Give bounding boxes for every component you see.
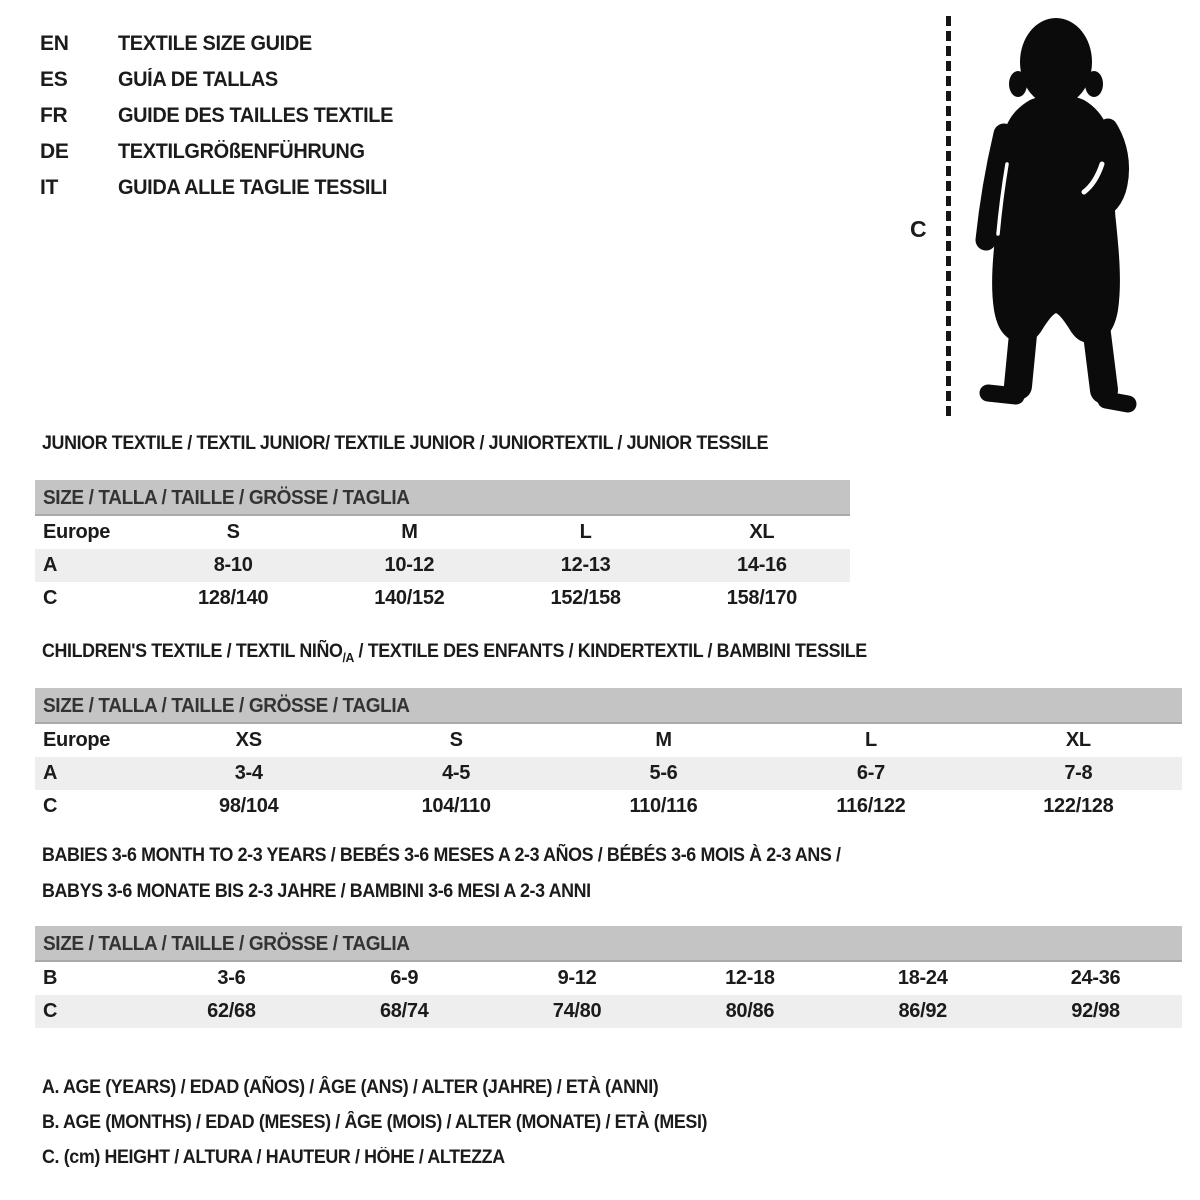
cell: 12-13: [560, 554, 611, 576]
language-code: ES: [40, 68, 68, 91]
junior-section-heading: JUNIOR TEXTILE / TEXTIL JUNIOR/ TEXTILE JUNIOR / JUNIORTEXTIL / JUNIOR TESSILE: [42, 433, 769, 454]
cell: 158/170: [726, 587, 797, 609]
cell: XL: [749, 521, 775, 543]
language-list: [40, 26, 407, 206]
cell: 5-6: [649, 762, 678, 784]
children-heading-sub: /A: [342, 649, 354, 665]
junior-size-table: [35, 480, 850, 615]
row-label: Europe: [43, 729, 111, 751]
cell: 98/104: [219, 795, 279, 817]
table-row: [35, 724, 1182, 757]
cell: 8-10: [213, 554, 253, 576]
babies-section-heading-line2: BABYS 3-6 MONATE BIS 2-3 JAHRE / BAMBINI 3-6 MESI A 2-3 ANNI: [42, 881, 591, 902]
table-row: [35, 995, 1182, 1028]
row-label: C: [43, 795, 58, 817]
cell: 14-16: [737, 554, 787, 576]
language-code: EN: [40, 32, 69, 55]
row-label: A: [43, 762, 58, 784]
size-table-header: [35, 926, 1182, 962]
cell: 122/128: [1043, 795, 1114, 817]
cell: XS: [235, 729, 262, 751]
cell: S: [449, 729, 463, 751]
legend-line-a: A. AGE (YEARS) / EDAD (AÑOS) / ÂGE (ANS) / ALTER (JAHRE) / ETÀ (ANNI): [42, 1077, 659, 1098]
legend-line-c: C. (cm) HEIGHT / ALTURA / HAUTEUR / HÖHE / ALTEZZA: [42, 1147, 505, 1168]
cell: 92/98: [1071, 1000, 1120, 1022]
cell: 3-6: [217, 967, 246, 989]
cell: 9-12: [557, 967, 597, 989]
cell: L: [864, 729, 877, 751]
babies-section-heading-line1: BABIES 3-6 MONTH TO 2-3 YEARS / BEBÉS 3-6 MESES A 2-3 AÑOS / BÉBÉS 3-6 MOIS À 2-3 ANS /: [42, 845, 841, 866]
language-row-de: [40, 134, 407, 170]
cell: 4-5: [442, 762, 471, 784]
cell: S: [226, 521, 240, 543]
children-size-table: [35, 688, 1182, 823]
size-table-header-label: SIZE / TALLA / TAILLE / GRÖSSE / TAGLIA: [43, 695, 410, 717]
legend-line-b: B. AGE (MONTHS) / EDAD (MESES) / ÂGE (MOIS) / ALTER (MONATE) / ETÀ (MESI): [42, 1112, 708, 1133]
cell: 86/92: [898, 1000, 947, 1022]
cell: 18-24: [897, 967, 948, 989]
row-label: C: [43, 587, 58, 609]
cell: 62/68: [207, 1000, 256, 1022]
cell: L: [579, 521, 592, 543]
language-code: FR: [40, 104, 68, 127]
language-title: GUIDA ALLE TAGLIE TESSILI: [118, 176, 388, 199]
size-table-header: [35, 688, 1182, 724]
cell: 7-8: [1064, 762, 1093, 784]
toddler-silhouette-icon: [968, 16, 1148, 420]
cell: 6-9: [390, 967, 419, 989]
babies-size-table: [35, 926, 1182, 1028]
cell: 12-18: [725, 967, 775, 989]
cell: 128/140: [198, 587, 269, 609]
cell: 24-36: [1070, 967, 1121, 989]
cell: 140/152: [374, 587, 445, 609]
row-label: C: [43, 1000, 58, 1022]
row-label: B: [43, 967, 58, 989]
language-title: TEXTILGRÖßENFÜHRUNG: [118, 140, 365, 163]
table-row: [35, 757, 1182, 790]
cell: 3-4: [234, 762, 263, 784]
cell: 10-12: [384, 554, 435, 576]
language-title: GUIDE DES TAILLES TEXTILE: [118, 104, 393, 127]
cell: 68/74: [379, 1000, 429, 1022]
language-code: DE: [40, 140, 69, 163]
children-heading-post: / TEXTILE DES ENFANTS / KINDERTEXTIL / BAMBINI TESSILE: [353, 641, 867, 662]
row-label: A: [43, 554, 58, 576]
language-row-fr: [40, 98, 407, 134]
table-row: [35, 790, 1182, 823]
cell: 104/110: [421, 795, 491, 817]
cell: 116/122: [836, 795, 906, 817]
cell: M: [655, 729, 672, 751]
cell: M: [401, 521, 418, 543]
cell: XL: [1065, 729, 1091, 751]
cell: 74/80: [552, 1000, 602, 1022]
language-title: TEXTILE SIZE GUIDE: [118, 32, 312, 55]
cell: 6-7: [856, 762, 885, 784]
table-row: [35, 582, 850, 615]
language-title: GUÍA DE TALLAS: [118, 68, 278, 91]
language-row-en: [40, 26, 407, 62]
table-row: [35, 549, 850, 582]
row-label: Europe: [43, 521, 111, 543]
legend: [42, 1070, 750, 1175]
language-code: IT: [40, 176, 59, 199]
cell: 80/86: [725, 1000, 775, 1022]
height-dashed-line: [946, 16, 951, 416]
cell: 152/158: [550, 587, 621, 609]
table-row: [35, 962, 1182, 995]
language-row-es: [40, 62, 407, 98]
children-heading-pre: CHILDREN'S TEXTILE / TEXTIL NIÑO: [42, 641, 343, 662]
cell: 110/116: [629, 795, 698, 817]
height-label-c: C: [910, 216, 927, 242]
size-table-header: [35, 480, 850, 516]
table-row: [35, 516, 850, 549]
size-table-header-label: SIZE / TALLA / TAILLE / GRÖSSE / TAGLIA: [43, 933, 410, 955]
children-section-heading: [42, 641, 867, 665]
language-row-it: [40, 170, 407, 206]
size-table-header-label: SIZE / TALLA / TAILLE / GRÖSSE / TAGLIA: [43, 487, 410, 509]
